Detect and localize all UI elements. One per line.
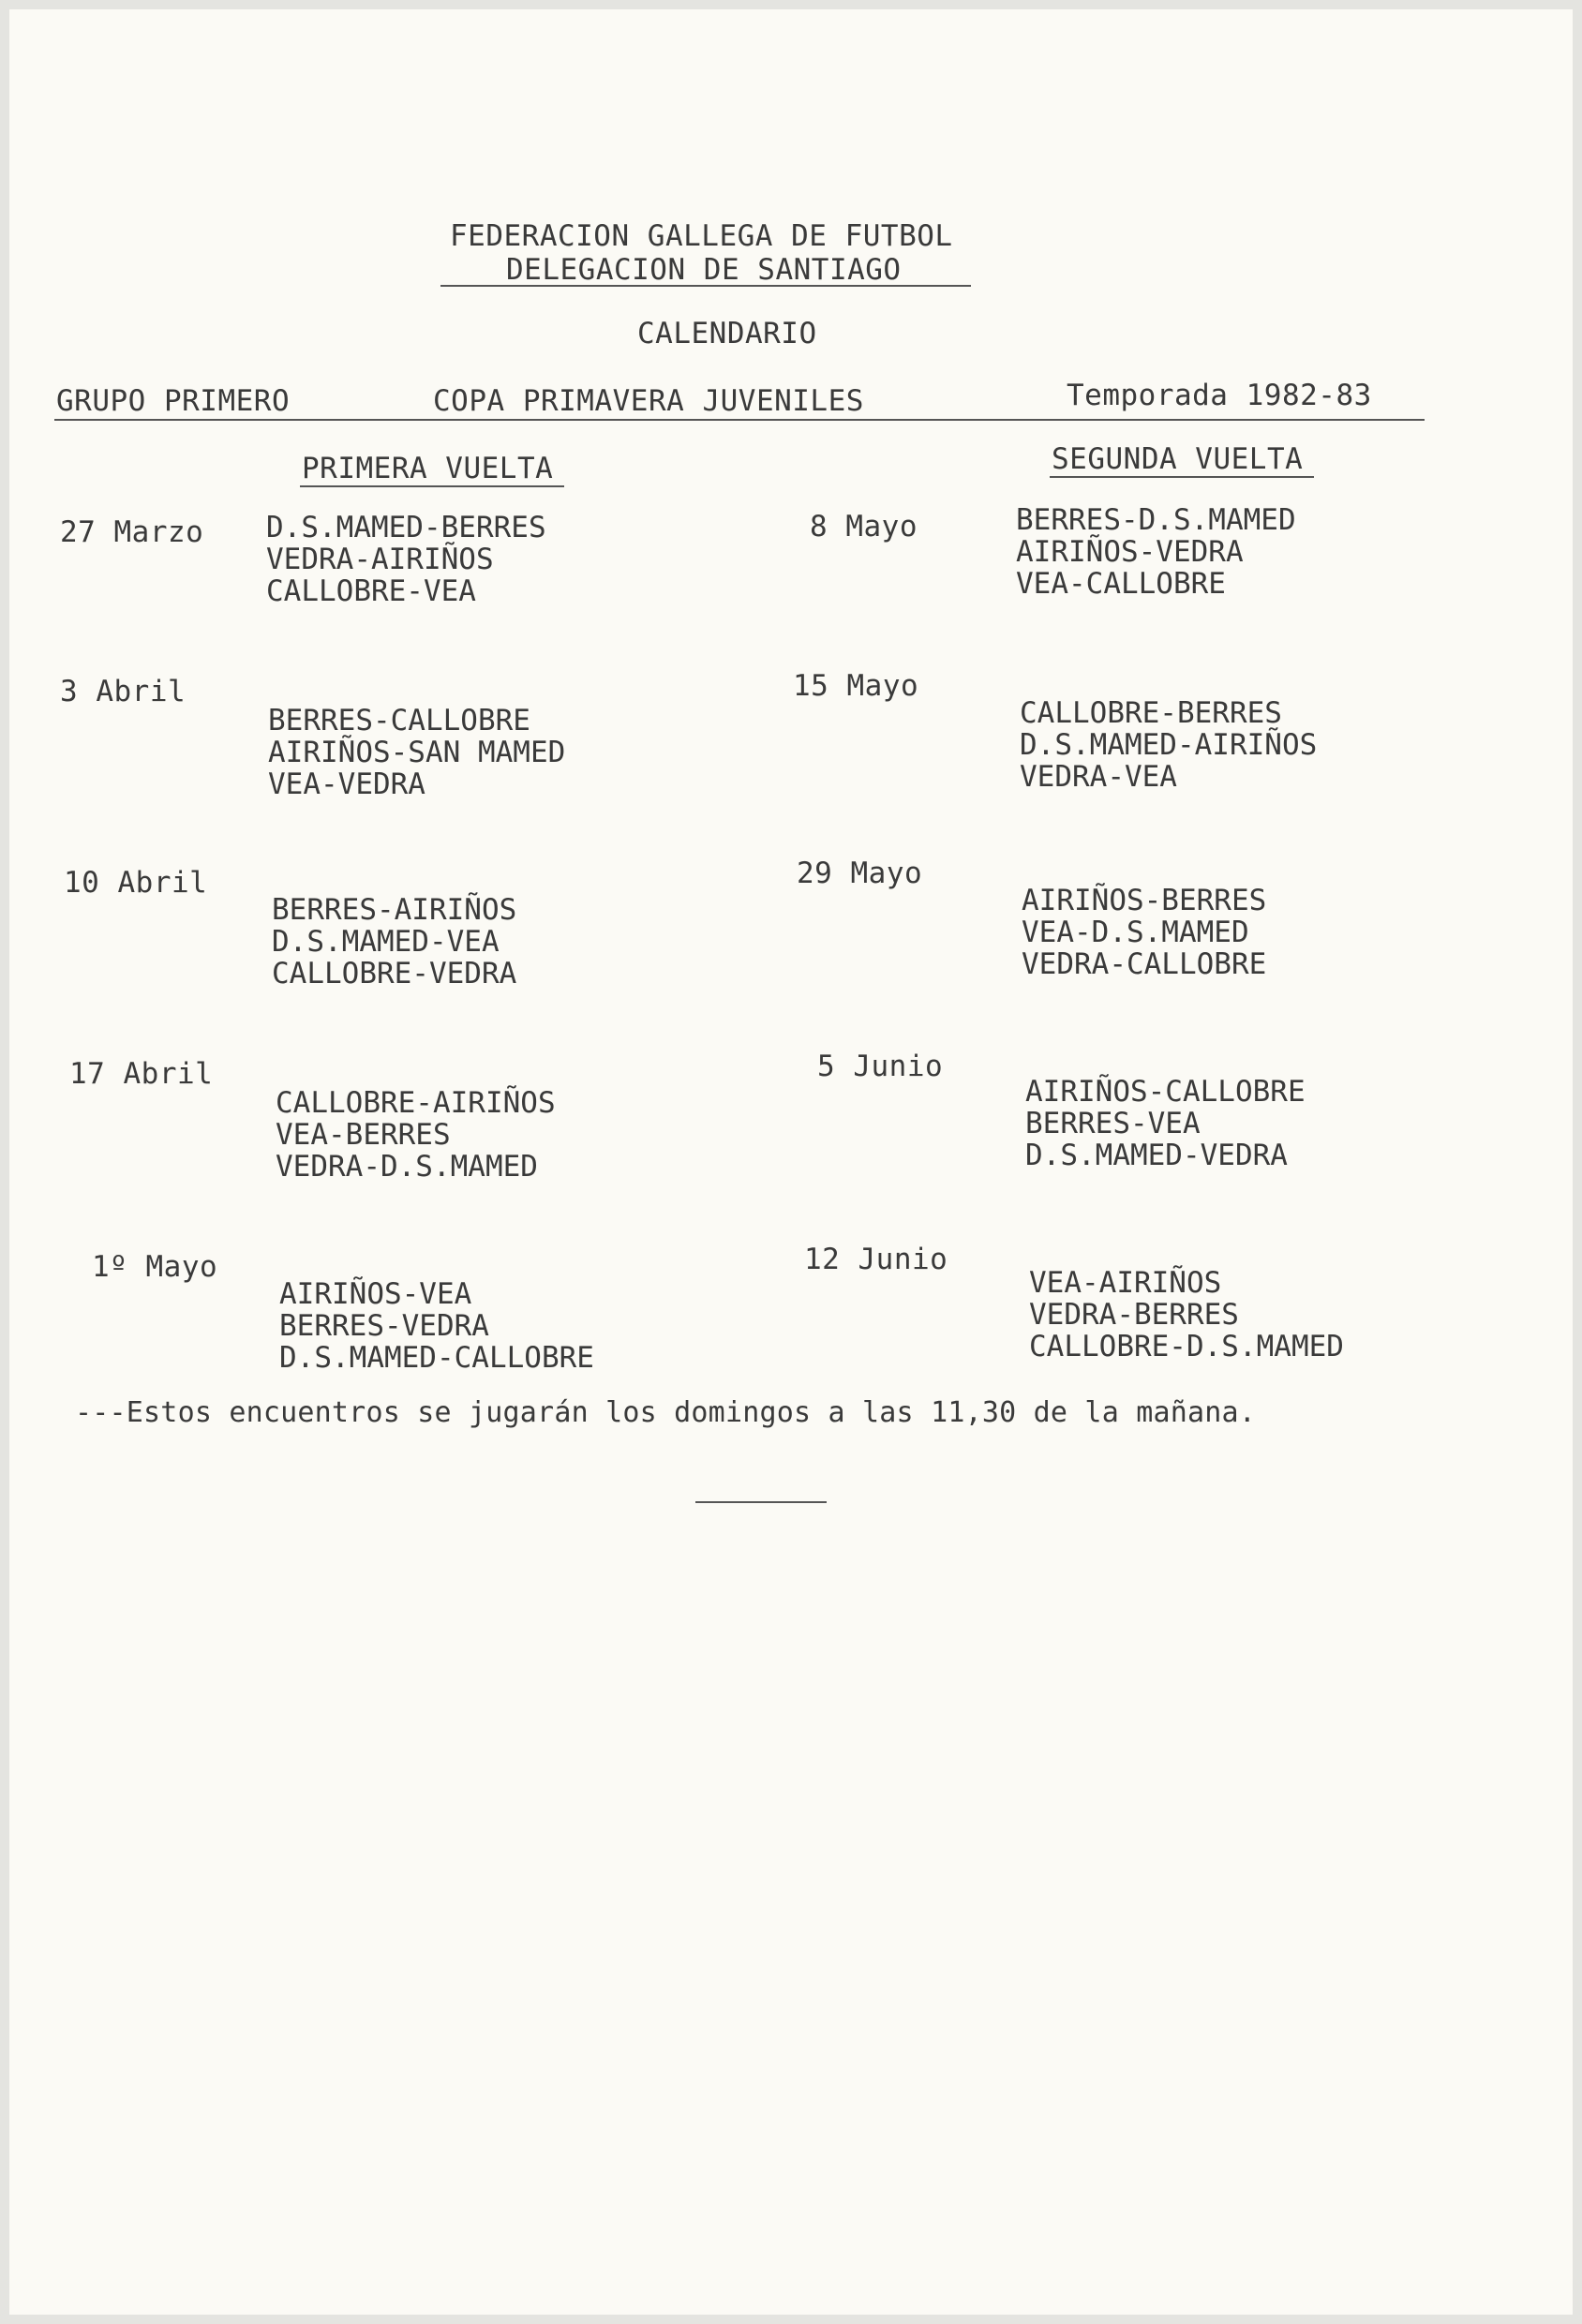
match: BERRES-VEDRA (279, 1309, 489, 1343)
match: VEDRA-D.S.MAMED (276, 1150, 538, 1184)
match: BERRES-D.S.MAMED (1016, 503, 1296, 537)
round-date-first: 17 Abril (69, 1057, 214, 1091)
match: D.S.MAMED-CALLOBRE (279, 1341, 594, 1375)
season-label: Temporada 1982-83 (1067, 379, 1372, 412)
match-list-second (1022, 885, 1266, 980)
match: D.S.MAMED-BERRES (266, 511, 546, 544)
delegation-name: DELEGACION DE SANTIAGO (506, 253, 902, 287)
match-list-second (1029, 1267, 1344, 1363)
match-list-second (1020, 697, 1317, 793)
header-underline (440, 285, 971, 287)
match: CALLOBRE-BERRES (1020, 696, 1282, 730)
match: CALLOBRE-VEA (266, 574, 476, 608)
document-title: CALENDARIO (637, 317, 817, 350)
match-list-second (1025, 1076, 1306, 1171)
match: VEDRA-VEA (1020, 760, 1177, 794)
round-date-second: 15 Mayo (793, 669, 919, 703)
round-date-first: 27 Marzo (60, 515, 204, 549)
round-date-second: 8 Mayo (810, 510, 918, 544)
round-date-first: 10 Abril (64, 866, 208, 900)
closing-rule (695, 1501, 827, 1503)
group-label: GRUPO PRIMERO (56, 384, 291, 418)
match-list-first (279, 1278, 594, 1374)
round-date-second: 12 Junio (804, 1243, 948, 1276)
match: CALLOBRE-D.S.MAMED (1029, 1330, 1344, 1363)
match: AIRIÑOS-BERRES (1022, 884, 1267, 917)
second-round-heading: SEGUNDA VUELTA (1052, 442, 1304, 476)
match: VEA-D.S.MAMED (1022, 916, 1249, 949)
schedule-note: ---Estos encuentros se jugarán los domingos a las 11,30 de la mañana. (75, 1396, 1257, 1429)
match: AIRIÑOS-CALLOBRE (1025, 1075, 1306, 1109)
match: VEDRA-CALLOBRE (1022, 947, 1267, 981)
competition-label: COPA PRIMAVERA JUVENILES (433, 384, 864, 418)
round-date-second: 29 Mayo (797, 857, 923, 890)
match: D.S.MAMED-VEDRA (1025, 1139, 1288, 1172)
round-date-first: 3 Abril (60, 675, 187, 708)
match: BERRES-CALLOBRE (268, 704, 530, 737)
match-list-first (276, 1087, 556, 1183)
match: VEDRA-AIRIÑOS (266, 543, 494, 576)
match-list-first (266, 512, 546, 607)
round-date-second: 5 Junio (817, 1050, 944, 1083)
match: BERRES-VEA (1025, 1107, 1201, 1140)
match: D.S.MAMED-VEA (272, 925, 500, 959)
first-round-heading: PRIMERA VUELTA (302, 452, 554, 485)
match: VEDRA-BERRES (1029, 1298, 1239, 1332)
second-round-underline (1050, 476, 1314, 478)
match: CALLOBRE-AIRIÑOS (276, 1086, 556, 1120)
federation-name: FEDERACION GALLEGA DE FUTBOL (450, 219, 953, 253)
match: D.S.MAMED-AIRIÑOS (1020, 728, 1318, 762)
match: VEA-BERRES (276, 1118, 451, 1152)
match: CALLOBRE-VEDRA (272, 957, 517, 991)
match-list-second (1016, 504, 1296, 600)
match: VEA-AIRIÑOS (1029, 1266, 1222, 1300)
info-underline (54, 419, 1425, 421)
match: AIRIÑOS-VEDRA (1016, 535, 1244, 569)
match: AIRIÑOS-SAN MAMED (268, 736, 566, 769)
match: VEA-VEDRA (268, 767, 425, 801)
match-list-first (268, 705, 565, 800)
match: AIRIÑOS-VEA (279, 1277, 472, 1311)
match: BERRES-AIRIÑOS (272, 893, 517, 927)
first-round-underline (300, 485, 564, 487)
match: VEA-CALLOBRE (1016, 567, 1226, 601)
match-list-first (272, 894, 516, 990)
round-date-first: 1º Mayo (92, 1250, 218, 1284)
